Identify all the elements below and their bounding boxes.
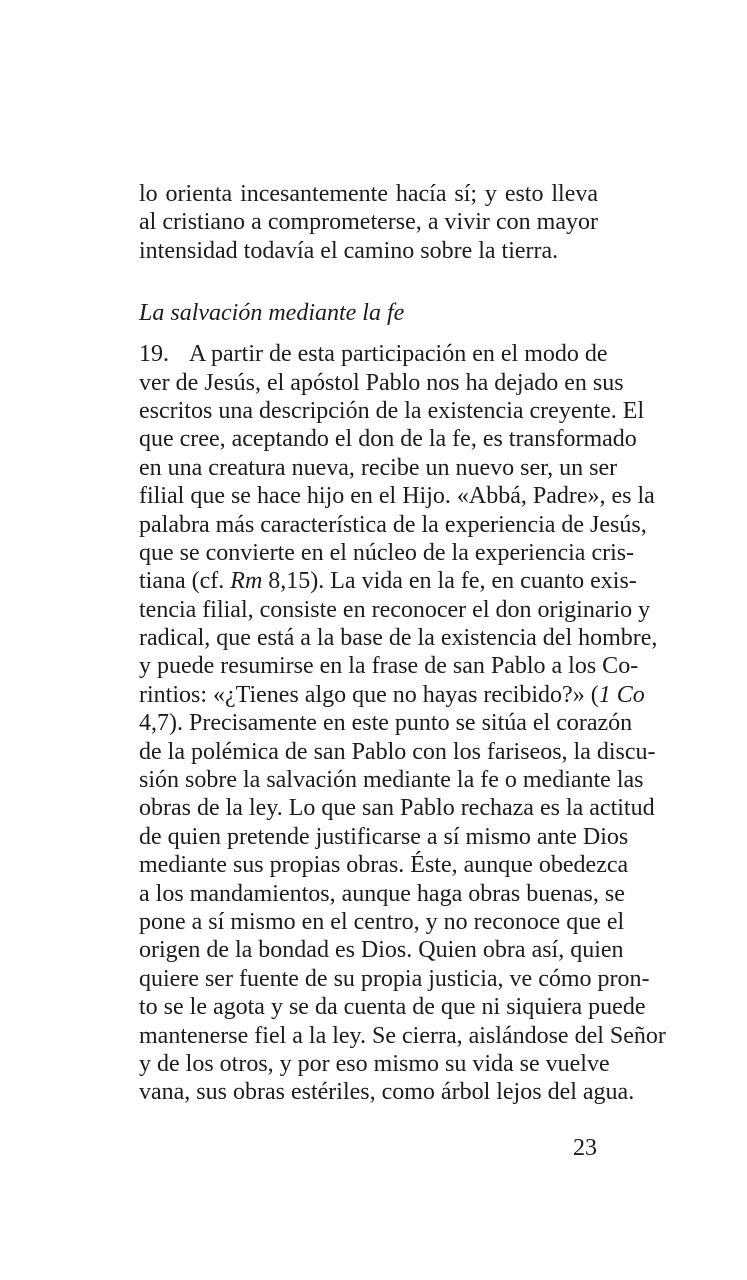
text-run: 8,15). La vida en la fe, en cuanto exis-: [262, 568, 637, 595]
text-run: A partir de esta participación en el modo de: [189, 341, 608, 368]
paragraph-number: 19.: [139, 341, 169, 368]
text-line: [139, 681, 645, 709]
text-line: escritos una descripción de la existencia creyente. El: [139, 397, 645, 424]
text-line: to se le agota y se da cuenta de que ni siquiera puede: [139, 994, 646, 1021]
text-line: que se convierte en el núcleo de la experiencia cris-: [139, 539, 635, 566]
text-line: de quien pretende justificarse a sí mismo ante Dios: [139, 823, 629, 850]
page-body: [139, 180, 666, 1107]
text-line: origen de la bondad es Dios. Quien obra así, quien: [139, 937, 624, 964]
text-line: lo orienta incesantemente hacía sí; y esto lleva: [139, 181, 598, 207]
text-line: y puede resumirse en la frase de san Pablo a los Co-: [139, 653, 639, 680]
text-line: intensidad todavía el camino sobre la tierra.: [139, 237, 559, 264]
bible-reference: Rm: [230, 568, 263, 595]
bible-reference: 1 Co: [598, 681, 645, 708]
text-line: 4,7). Precisamente en este punto se sitúa el corazón: [139, 710, 633, 737]
paragraph-first-line: [139, 340, 608, 368]
text-run: tiana (cf.: [139, 568, 231, 595]
text-line: tencia filial, consiste en reconocer el don originario y: [139, 596, 651, 623]
text-line: mediante sus propias obras. Éste, aunque obedezca: [139, 852, 629, 879]
text-line: mantenerse fiel a la ley. Se cierra, aislándose del Señor: [139, 1022, 666, 1049]
paragraph-19: [139, 340, 666, 1107]
page-number: 23: [573, 1135, 597, 1161]
text-line: pone a sí mismo en el centro, y no reconoce que el: [139, 908, 625, 935]
text-line: vana, sus obras estériles, como árbol lejos del agua.: [139, 1079, 635, 1106]
text-line: al cristiano a comprometerse, a vivir con mayor: [139, 209, 598, 236]
text-line: que cree, aceptando el don de la fe, es transformado: [139, 426, 637, 453]
text-line: en una creatura nueva, recibe un nuevo ser, un ser: [139, 454, 618, 481]
text-line: [139, 567, 637, 595]
text-run: rintios: «¿Tienes algo que no hayas recibido?» (: [139, 681, 599, 708]
intro-paragraph: [139, 180, 598, 265]
text-line: de la polémica de san Pablo con los fariseos, la discu-: [139, 738, 656, 765]
text-line: y de los otros, y por eso mismo su vida se vuelve: [139, 1050, 610, 1077]
text-line: quiere ser fuente de su propia justicia, ve cómo pron-: [139, 965, 650, 992]
text-line: a los mandamientos, aunque haga obras buenas, se: [139, 880, 625, 907]
text-line: palabra más característica de la experiencia de Jesús,: [139, 511, 647, 538]
section-heading: La salvación mediante la fe: [139, 300, 405, 327]
text-line: sión sobre la salvación mediante la fe o mediante las: [139, 767, 644, 794]
text-line: filial que se hace hijo en el Hijo. «Abbá, Padre», es la: [139, 483, 655, 510]
text-line: radical, que está a la base de la existencia del hombre,: [139, 625, 658, 652]
text-line: obras de la ley. Lo que san Pablo rechaza es la actitud: [139, 795, 655, 822]
text-line: ver de Jesús, el apóstol Pablo nos ha dejado en sus: [139, 369, 624, 396]
